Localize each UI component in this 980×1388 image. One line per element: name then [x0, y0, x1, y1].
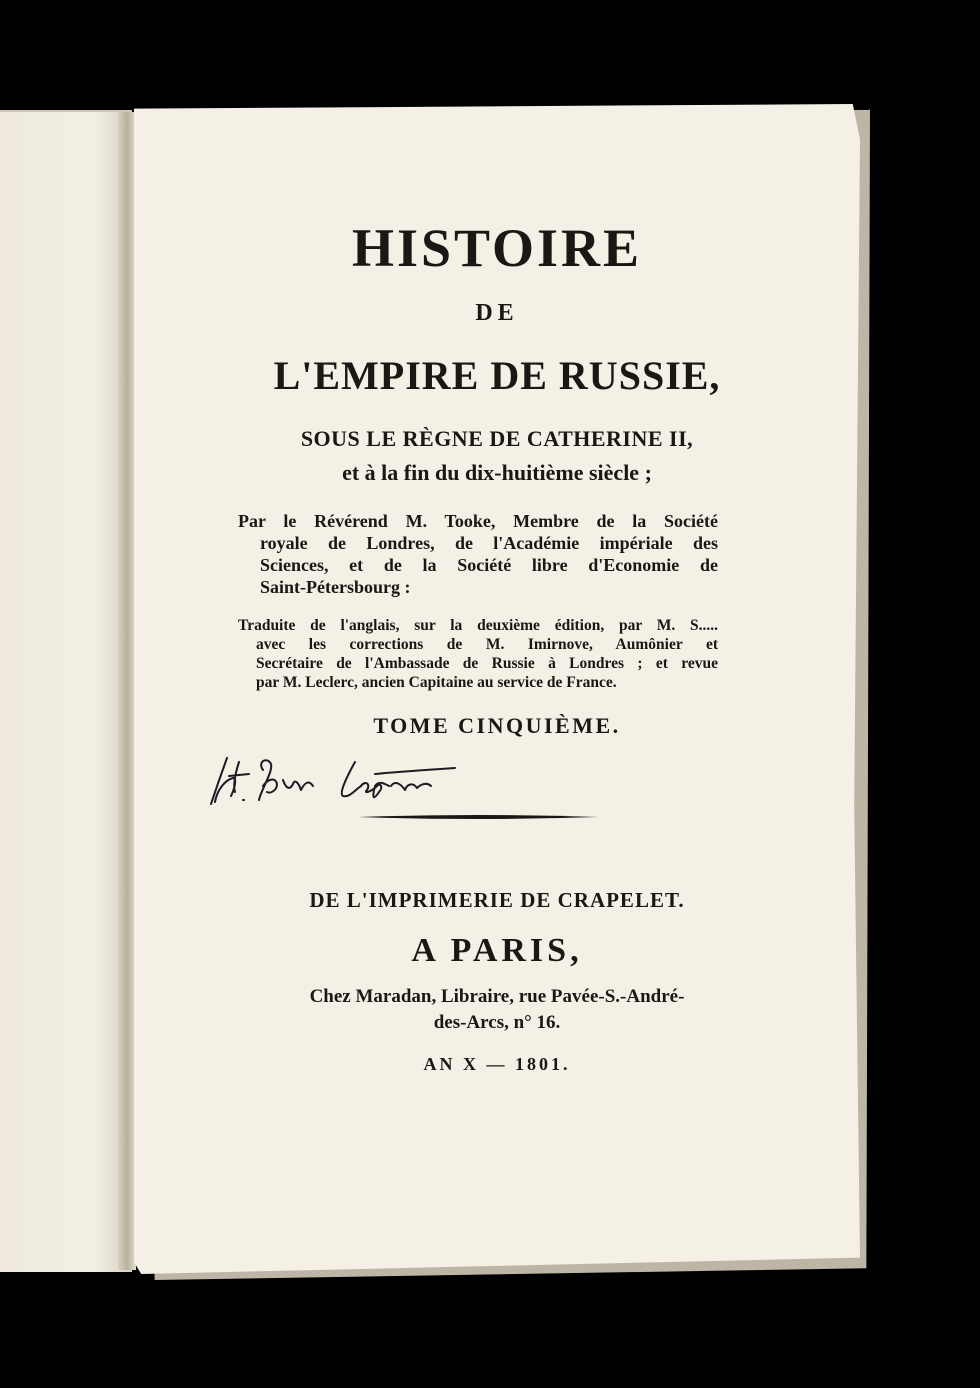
subtitle-reign: SOUS LE RÈGNE DE CATHERINE II,: [300, 426, 694, 451]
translation-line: avec les corrections de M. Imirnove, Aumônier et: [256, 636, 718, 653]
author-line: royale de Londres, de l'Académie impériale des: [260, 533, 718, 553]
book-title: HISTOIRE: [351, 218, 643, 278]
title-empire: L'EMPIRE DE RUSSIE,: [273, 353, 721, 398]
handwritten-signature: [205, 740, 465, 820]
publication-date: AN X — 1801.: [423, 1054, 571, 1074]
left-blank-page: [0, 110, 132, 1272]
translation-line: Traduite de l'anglais, sur la deuxième édition, par M. S.....: [238, 617, 718, 634]
author-line: Saint-Pétersbourg :: [260, 577, 411, 597]
volume-label: TOME CINQUIÈME.: [373, 713, 621, 738]
translation-block: [238, 616, 718, 692]
translation-line: par M. Leclerc, ancien Capitaine au service de France.: [256, 674, 617, 691]
translation-line: Secrétaire de l'Ambassade de Russie à Londres ; et revue: [256, 655, 718, 672]
publisher-line: Chez Maradan, Libraire, rue Pavée-S.-André-: [309, 986, 685, 1007]
city-line: A PARIS,: [411, 932, 583, 969]
subtitle-century: et à la fin du dix-huitième siècle ;: [342, 460, 652, 485]
author-block: [238, 510, 718, 598]
author-line: Par le Révérend M. Tooke, Membre de la Société: [238, 511, 718, 531]
printer-line: DE L'IMPRIMERIE DE CRAPELET.: [309, 888, 685, 912]
author-line: Sciences, et de la Société libre d'Economie de: [260, 555, 718, 575]
publisher-line: des-Arcs, n° 16.: [433, 1012, 561, 1033]
book-gutter: [118, 112, 136, 1270]
title-de: DE: [475, 300, 519, 326]
decorative-rule: [358, 814, 598, 820]
